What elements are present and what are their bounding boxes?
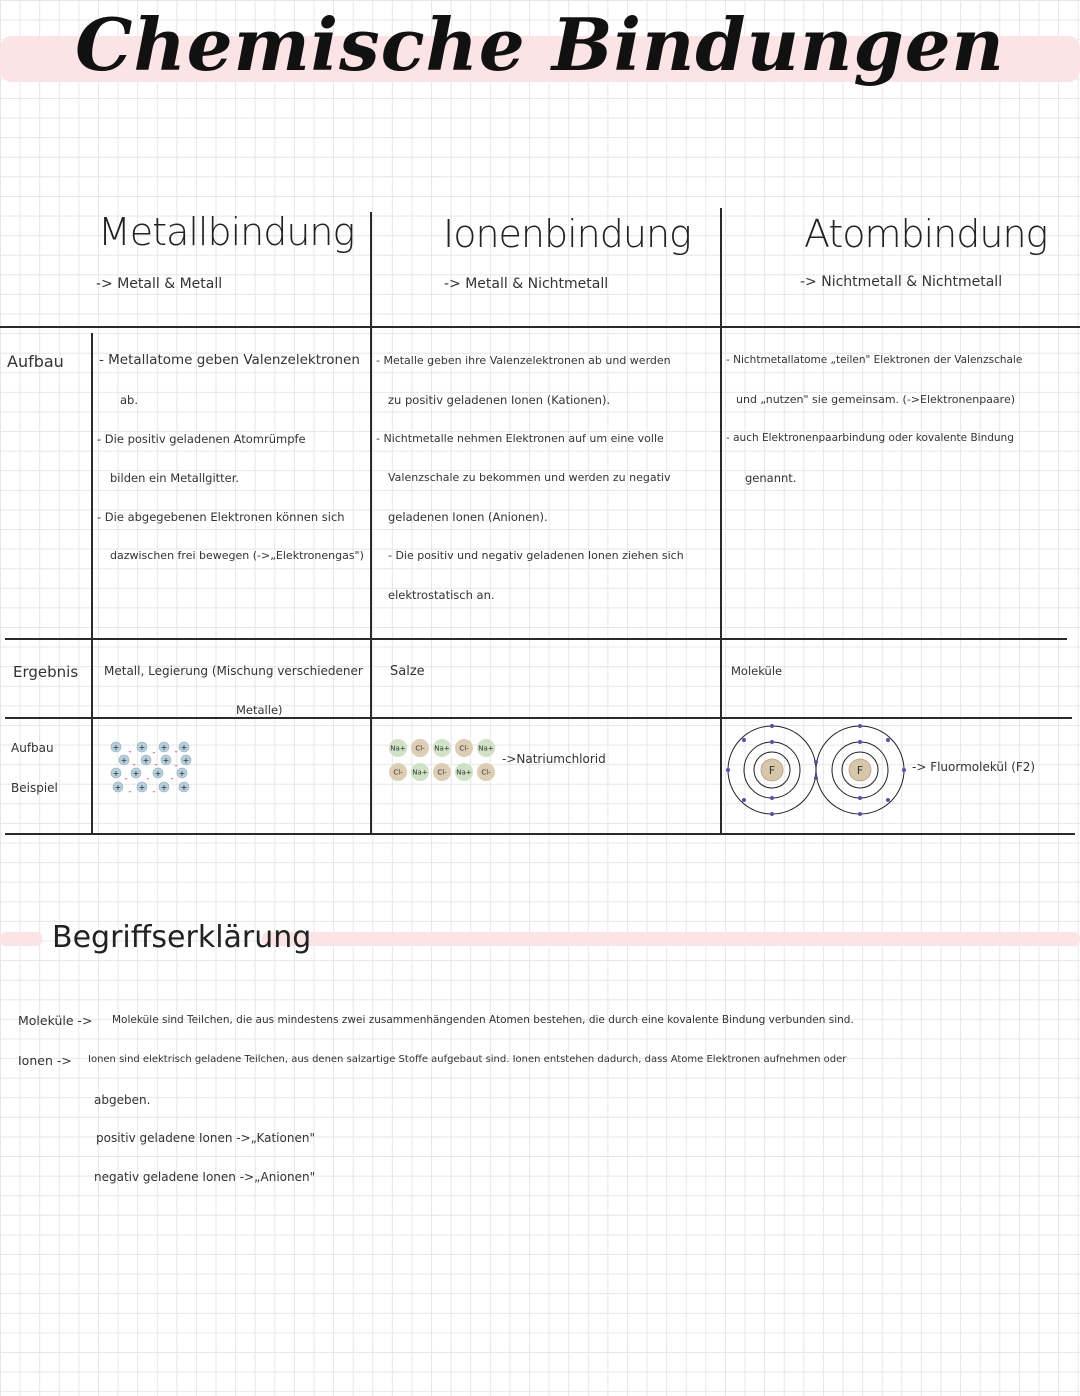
column-sub-ionenbindung: -> Metall & Nichtmetall — [444, 276, 609, 292]
metal-ion-plus: + — [142, 756, 150, 765]
section-highlight — [0, 932, 42, 946]
metal-ion-plus: + — [178, 769, 186, 778]
aufbau-atom-line: genannt. — [745, 471, 797, 485]
ionic-lattice-diagram — [386, 736, 506, 786]
row-label-ergebnis: Ergebnis — [13, 663, 79, 681]
aufbau-atom-line: - auch Elektronenpaarbindung oder kovalente Bindung — [726, 432, 1014, 444]
metal-ion-plus: + — [160, 783, 168, 792]
aufbau-ionen-line: zu positiv geladenen Ionen (Kationen). — [388, 393, 611, 407]
aufbau-metall-line: dazwischen frei bewegen (->„Elektronengas") — [110, 549, 364, 562]
aufbau-atom-line: und „nutzen" sie gemeinsam. (->Elektronenpaare) — [736, 393, 1016, 406]
electron-minus: - — [128, 787, 132, 797]
column-divider — [370, 212, 372, 834]
metal-ion-plus: + — [182, 756, 190, 765]
electron-minus: - — [154, 760, 158, 770]
cl-ion: Cl- — [393, 768, 403, 777]
na-ion: Na+ — [478, 744, 494, 753]
metal-ion-plus: + — [138, 783, 146, 792]
fluorine-atom-left: F — [768, 764, 776, 777]
metal-ion-plus: + — [112, 743, 120, 752]
label-column-divider — [91, 333, 93, 833]
ergebnis-metall: Metall, Legierung (Mischung verschiedener — [104, 664, 363, 678]
electron-minus: - — [128, 747, 132, 757]
aufbau-metall-line: - Die positiv geladenen Atomrümpfe — [97, 432, 306, 446]
cl-ion: Cl- — [459, 744, 469, 753]
header-row-divider — [0, 326, 1080, 328]
electron-minus: - — [170, 774, 174, 784]
column-header-ionenbindung: Ionenbindung — [443, 212, 691, 256]
row-label-beispiel-1: Aufbau — [11, 741, 54, 755]
electron-minus: - — [146, 774, 150, 784]
column-sub-atombindung: -> Nichtmetall & Nichtmetall — [800, 274, 1003, 290]
fluorine-atom-right: F — [856, 764, 864, 777]
atom-example-label: -> Fluormolekül (F2) — [912, 760, 1036, 774]
row-label-beispiel-2: Beispiel — [11, 781, 58, 795]
aufbau-atom-line: - Nichtmetallatome „teilen" Elektronen der Valenzschale — [726, 354, 1023, 366]
metal-ion-plus: + — [180, 743, 188, 752]
metal-ion-plus: + — [154, 769, 162, 778]
metal-ion-plus: + — [132, 769, 140, 778]
row-divider — [5, 638, 1067, 640]
definition-ionen-cont: abgeben. — [94, 1093, 151, 1107]
definition-kationen: positiv geladene Ionen ->„Kationen" — [96, 1131, 315, 1145]
electron-minus: - — [152, 787, 156, 797]
na-ion: Na+ — [390, 744, 406, 753]
ergebnis-ionen: Salze — [390, 664, 425, 679]
electron-minus: - — [124, 774, 128, 784]
column-header-atombindung: Atombindung — [804, 212, 1048, 256]
aufbau-metall-line: ab. — [120, 393, 139, 407]
na-ion: Na+ — [456, 768, 472, 777]
ergebnis-metall-cont: Metalle) — [236, 703, 283, 717]
metal-ion-plus: + — [180, 783, 188, 792]
cl-ion: Cl- — [481, 768, 491, 777]
table-bottom — [5, 833, 1075, 835]
aufbau-ionen-line: - Nichtmetalle nehmen Elektronen auf um eine volle — [376, 432, 664, 445]
definition-label-molekuele: Moleküle -> — [18, 1013, 93, 1028]
aufbau-metall-line: - Metallatome geben Valenzelektronen — [99, 352, 360, 368]
definition-anionen: negativ geladene Ionen ->„Anionen" — [94, 1170, 316, 1184]
aufbau-ionen-line: elektrostatisch an. — [388, 588, 495, 602]
aufbau-ionen-line: - Metalle geben ihre Valenzelektronen ab und werden — [376, 354, 671, 367]
na-ion: Na+ — [412, 768, 428, 777]
ionic-example-label: ->Natriumchlorid — [502, 752, 606, 766]
aufbau-ionen-line: Valenzschale zu bekommen und werden zu negativ — [388, 471, 671, 484]
definition-molekuele: Moleküle sind Teilchen, die aus mindestens zwei zusammenhängenden Atomen bestehen, die durch eine kovalente Bindung verbunden sind. — [112, 1014, 854, 1026]
metal-lattice-diagram — [106, 738, 202, 798]
column-header-metallbindung: Metallbindung — [98, 210, 355, 254]
section-title: Begriffserklärung — [52, 920, 312, 955]
cl-ion: Cl- — [415, 744, 425, 753]
definition-label-ionen: Ionen -> — [18, 1053, 72, 1068]
cl-ion: Cl- — [437, 768, 447, 777]
aufbau-metall-line: bilden ein Metallgitter. — [110, 471, 240, 485]
row-divider — [5, 717, 1072, 719]
electron-minus: - — [174, 761, 178, 771]
definition-ionen: Ionen sind elektrisch geladene Teilchen, aus denen salzartige Stoffe aufgebaut sind. Ionen entstehen dadurch, dass Atome Elektronen aufnehmen oder — [88, 1054, 847, 1065]
ergebnis-atom: Moleküle — [731, 664, 783, 678]
metal-ion-plus: + — [138, 743, 146, 752]
na-ion: Na+ — [434, 744, 450, 753]
aufbau-ionen-line: - Die positiv und negativ geladenen Ionen ziehen sich — [388, 549, 684, 562]
row-label-aufbau: Aufbau — [7, 352, 64, 371]
metal-ion-plus: + — [162, 756, 170, 765]
metal-ion-plus: + — [114, 783, 122, 792]
metal-ion-plus: + — [112, 769, 120, 778]
section-highlight — [262, 932, 1080, 946]
fluorine-molecule-diagram — [722, 720, 914, 820]
electron-minus: - — [152, 748, 156, 758]
aufbau-metall-line: - Die abgegebenen Elektronen können sich — [97, 510, 345, 524]
electron-minus: - — [132, 760, 136, 770]
page-title: Chemische Bindungen — [75, 2, 1005, 87]
aufbau-ionen-line: geladenen Ionen (Anionen). — [388, 510, 548, 524]
metal-ion-plus: + — [160, 743, 168, 752]
metal-ion-plus: + — [120, 756, 128, 765]
electron-minus: - — [174, 747, 178, 757]
column-sub-metallbindung: -> Metall & Metall — [96, 276, 223, 292]
